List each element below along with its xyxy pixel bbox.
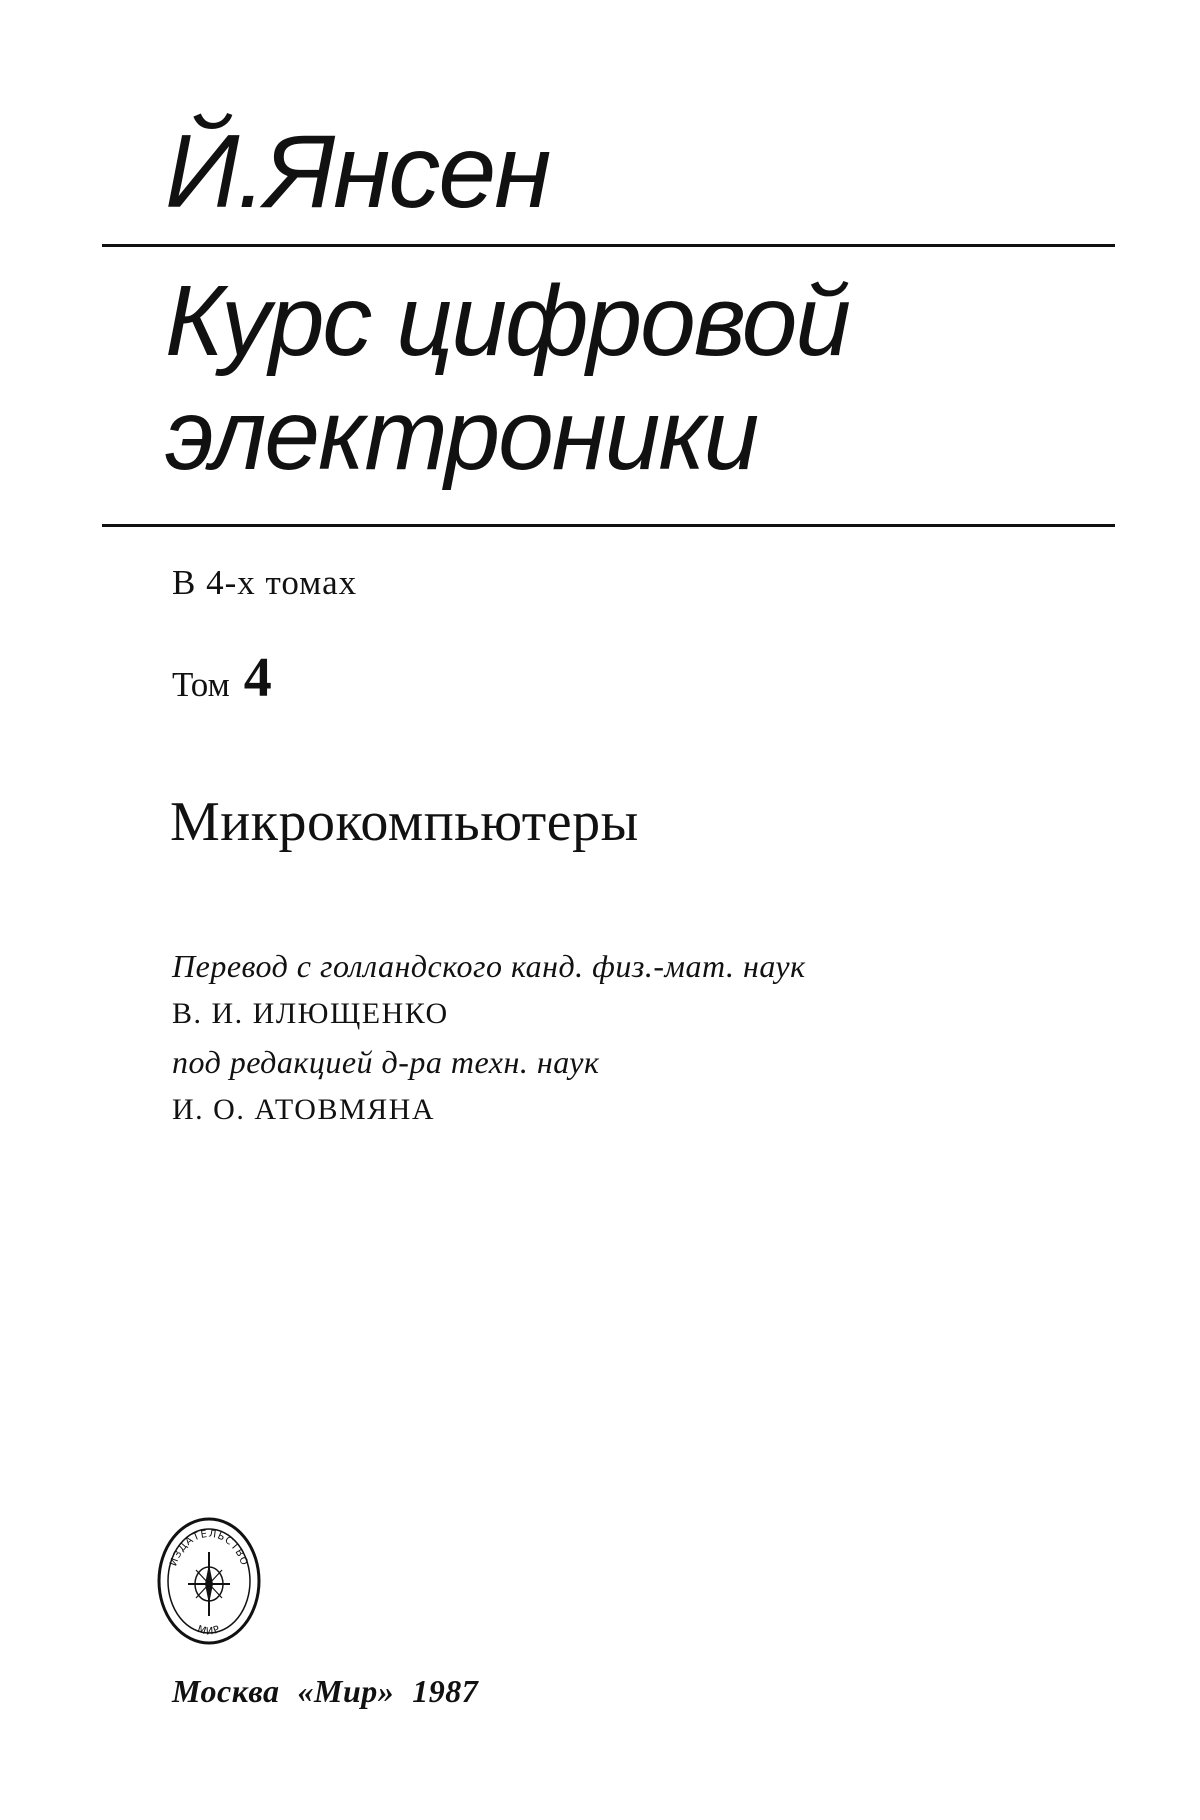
book-title-line-1: Курс цифровой: [165, 265, 850, 377]
book-title-line-2: электроники: [165, 379, 758, 491]
emblem-top-text: ИЗДАТЕЛЬСТВО: [168, 1528, 250, 1568]
publisher-emblem-icon: [154, 1514, 264, 1648]
editor-note: под редакцией д-ра техн. наук: [172, 1044, 600, 1080]
volume-line: [172, 646, 272, 710]
volumes-note: В 4-х томах: [172, 563, 358, 602]
editor-name: И. О. АТОВМЯНА: [172, 1093, 435, 1126]
imprint-line: [172, 1673, 478, 1710]
top-divider: [102, 244, 1115, 247]
bottom-divider: [102, 524, 1115, 527]
volume-subtitle: Микрокомпьютеры: [170, 791, 639, 853]
emblem-bottom-text: МИР: [195, 1623, 223, 1638]
credits-block: [172, 942, 806, 1134]
book-title: [165, 264, 849, 492]
volume-number: 4: [243, 647, 272, 709]
imprint-year: 1987: [412, 1673, 479, 1709]
imprint-city: Москва: [172, 1673, 280, 1709]
imprint-publisher: «Мир»: [297, 1673, 395, 1709]
author-name: Й.Янсен: [165, 114, 550, 230]
volume-label: Том: [172, 665, 230, 704]
translator-name: В. И. ИЛЮЩЕНКО: [172, 997, 449, 1030]
translation-note: Перевод с голландского канд. физ.-мат. наук: [172, 948, 806, 984]
svg-text:МИР: [196, 1624, 222, 1638]
